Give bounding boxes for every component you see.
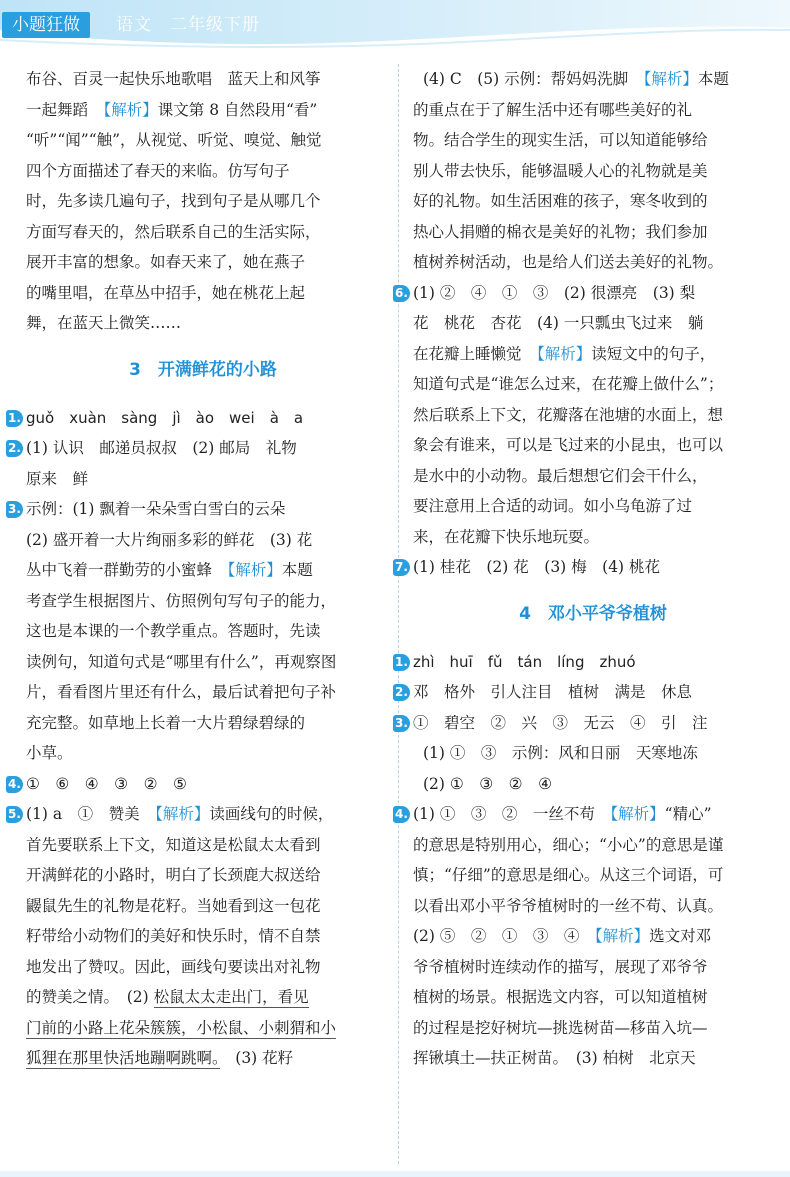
text-line: 物。结合学生的现实生活，可以知道能够给 [413, 131, 708, 149]
answer-line: 4. ① ⑥ ④ ③ ② ⑤ [26, 769, 380, 800]
text-line: 植树的场景。根据选文内容，可以知道植树 [413, 988, 708, 1006]
text-line: 丛中飞着一群勤劳的小蜜蜂 【解析】本题 [26, 561, 313, 579]
left-column [8, 64, 380, 1074]
column-divider [398, 64, 399, 1164]
answer-line: 3. ① 碧空 ② 兴 ③ 无云 ④ 引 注 [413, 708, 773, 739]
text-line: “听”“闻”“触”，从视觉、听觉、嗅觉、触觉 [26, 131, 322, 149]
text-line: 小草。 [26, 744, 73, 762]
question-number-badge: 4. [6, 776, 23, 793]
text-line: 这也是本课的一个教学重点。答题时，先读 [26, 622, 321, 640]
question-number-badge: 2. [393, 684, 410, 701]
text-line: 展开丰富的想象。如春天来了，她在燕子 [26, 253, 306, 271]
lesson-title: 4 邓小平爷爷植树 [519, 603, 667, 624]
text-line: 片，看看图片里还有什么，最后试着把句子补 [26, 683, 337, 701]
question-number-badge: 2. [6, 440, 23, 457]
text-line: 考查学生根据图片、仿照例句写句子的能力， [26, 591, 337, 610]
answer-line: 1. guǒ xuàn sàng jì ào wei à a [26, 403, 380, 434]
answer-line: 1. zhì huī fǔ tán líng zhuó [413, 647, 773, 678]
text-line: 方面写春天的，然后联系自己的生活实际， [26, 222, 321, 241]
analysis-tag: 【解析】 [155, 805, 210, 823]
text-line: 以看出邓小平爷爷植树时的一丝不苟、认真。 [413, 896, 724, 915]
question-number-badge: 4. [393, 806, 410, 823]
text-line: 充完整。如草地上长着一大片碧绿碧绿的 [26, 713, 306, 732]
text-line: 是水中的小动物。最后想想它们会干什么， [413, 466, 708, 485]
text-line: 爷爷植树时连续动作的描写，展现了邓爷爷 [413, 957, 708, 976]
text-line: 的意思是特别用心，细心；“小心”的意思是谨 [413, 835, 724, 854]
text-line: (1) ① ③ 示例：风和日丽 天寒地冻 [423, 744, 698, 762]
text-line: 地发出了赞叹。因此，画线句要读出对礼物 [26, 957, 321, 976]
answer-line: 2. (1) 认识 邮递员叔叔 (2) 邮局 礼物 [26, 433, 380, 464]
text-line [26, 1013, 380, 1044]
text-line: 舞，在蓝天上微笑…… [26, 314, 182, 332]
analysis-tag: 【解析】 [227, 561, 282, 579]
question-number-badge: 1. [393, 654, 410, 671]
analysis-tag: 【解析】 [610, 805, 665, 823]
text-line: 植树养树活动，也是给人们送去美好的礼物。 [413, 253, 724, 271]
analysis-tag: 【解析】 [103, 100, 158, 119]
text-line: 狐狸在那里快活地蹦啊跳啊。 (3) 花籽 [26, 1049, 294, 1067]
text-line: 来，在花瓣下快乐地玩耍。 [413, 527, 600, 546]
answer-line: 2. 邓 格外 引人注目 植树 满是 休息 [413, 677, 773, 708]
text-line: 热心人捐赠的棉衣是美好的礼物；我们参加 [413, 222, 708, 241]
underlined-answer: 门前的小路上花朵簇簇，小松鼠、小刺猬和小 [26, 1018, 337, 1037]
text-line: 的过程是挖好树坑—挑选树苗—移苗入坑— [413, 1018, 708, 1037]
text-line: 原来 鲜 [26, 469, 89, 488]
analysis-tag: 【解析】 [594, 927, 650, 945]
text-line: 的赞美之情。 (2) 松鼠太太走出门，看见 [26, 988, 309, 1006]
text-line: 一起舞蹈 【解析】课文第 8 自然段用“看” [26, 100, 318, 119]
answer-line: 3. 示例：(1) 飘着一朵朵雪白雪白的云朵 [26, 494, 380, 525]
text-line: 鼹鼠先生的礼物是花籽。当她看到这一包花 [26, 896, 321, 915]
question-number-badge: 7. [393, 559, 410, 576]
text-line: 慎；“仔细”的意思是细心。从这三个词语，可 [413, 866, 724, 884]
lesson-title: 3 开满鲜花的小路 [129, 359, 277, 380]
text-line: (2) ① ③ ② ④ [423, 774, 552, 793]
text-line: 别人带去快乐，能够温暖人心的礼物就是美 [413, 161, 708, 180]
footer-strip [0, 1171, 790, 1177]
page-header [0, 0, 790, 48]
text-line: 花 桃花 杏花 (4) 一只瓢虫飞过来 躺 [413, 314, 704, 332]
question-number-badge: 6. [393, 285, 410, 302]
text-line: 时，先多读几遍句子，找到句子是从哪几个 [26, 192, 321, 210]
question-number-badge: 3. [393, 715, 410, 732]
answer-line: 4. (1) ① ③ ② 一丝不苟 【解析】“精心” [413, 799, 773, 830]
text-line: 首先要联系上下文，知道这是松鼠太太看到 [26, 835, 321, 854]
text-line: 读例句，知道句式是“哪里有什么”，再观察图 [26, 652, 337, 671]
answer-line: 7. (1) 桂花 (2) 花 (3) 梅 (4) 桃花 [413, 552, 773, 583]
text-line: 好的礼物。如生活困难的孩子，寒冬收到的 [413, 192, 708, 210]
text-line: 开满鲜花的小路时，明白了长颈鹿大叔送给 [26, 866, 321, 884]
text-line: 的重点在于了解生活中还有哪些美好的礼 [413, 100, 693, 119]
text-line: 籽带给小动物们的美好和快乐时，情不自禁 [26, 927, 321, 945]
text-line: 挥锹填土—扶正树苗。 (3) 柏树 北京天 [413, 1049, 696, 1067]
analysis-tag: 【解析】 [643, 70, 698, 88]
subject-grade-label: 语文 二年级下册 [116, 15, 260, 35]
question-number-badge: 3. [6, 501, 23, 518]
text-line: 象会有谁来，可以是飞过来的小昆虫，也可以 [413, 436, 724, 454]
answer-line: 6. (1) ② ④ ① ③ (2) 很漂亮 (3) 梨 [413, 278, 773, 309]
underlined-answer: 松鼠太太走出门，看见 [153, 988, 309, 1006]
text-line: 的嘴里唱，在草丛中招手，她在桃花上起 [26, 283, 306, 302]
underlined-answer: 狐狸在那里快活地蹦啊跳啊。 [26, 1049, 220, 1067]
text-line: 在花瓣上睡懒觉 【解析】读短文中的句子， [413, 344, 716, 363]
text-line: 四个方面描述了春天的来临。仿写句子 [26, 161, 290, 180]
text-line: 然后联系上下文，花瓣落在池塘的水面上，想 [413, 405, 724, 424]
answer-line: 5. (1) a ① 赞美 【解析】读画线句的时候， [26, 799, 380, 830]
text-line: 布谷、百灵一起快乐地歌唱 蓝天上和风筝 [26, 70, 321, 88]
analysis-tag: 【解析】 [537, 344, 592, 363]
right-column [395, 64, 773, 1074]
text-line: 知道句式是“谁怎么过来，在花瓣上做什么”； [413, 375, 724, 393]
text-line: 要注意用上合适的动词。如小乌龟游了过 [413, 497, 693, 515]
brand-label: 小题狂做 [2, 12, 90, 38]
question-number-badge: 5. [6, 806, 23, 823]
text-line: (4) C (5) 示例：帮妈妈洗脚 【解析】本题 [423, 70, 729, 88]
text-line: (2) 盛开着一大片绚丽多彩的鲜花 (3) 花 [26, 530, 313, 549]
question-number-badge: 1. [6, 410, 23, 427]
text-line: (2) ⑤ ② ① ③ ④ 【解析】选文对邓 [413, 927, 712, 945]
